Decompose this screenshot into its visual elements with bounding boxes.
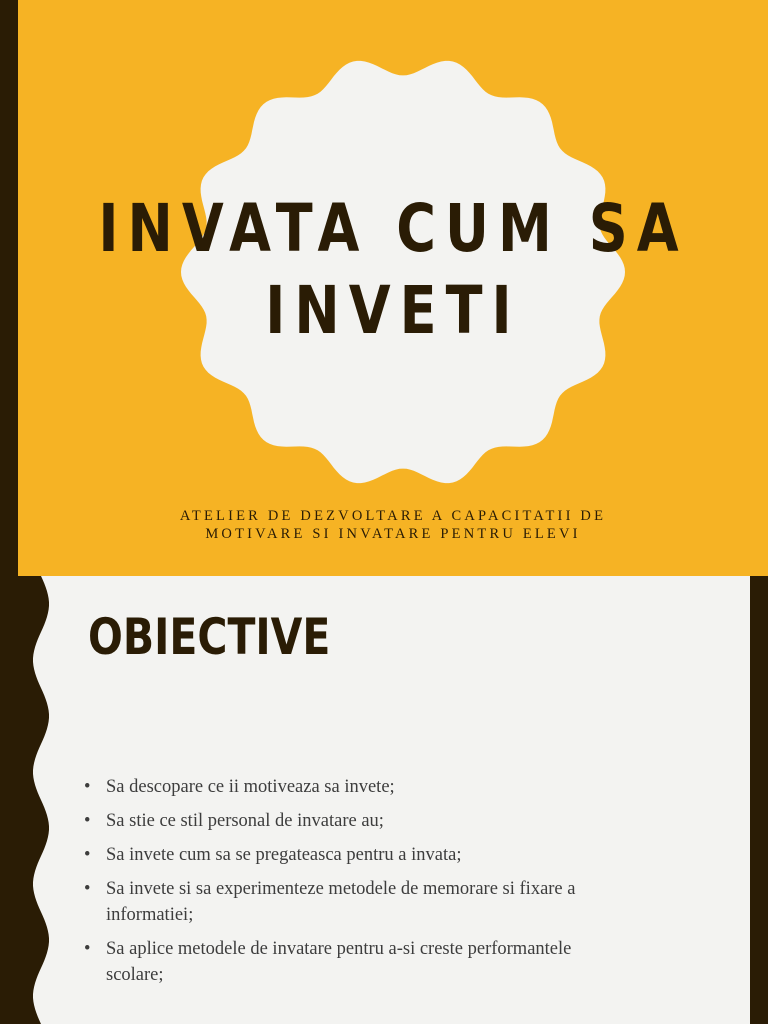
list-item-text: Sa aplice metodele de invatare pentru a-si creste performantele	[106, 939, 572, 959]
list-item	[84, 936, 704, 988]
list-item-text: Sa stie ce stil personal de invatare au;	[106, 811, 384, 831]
slide-subtitle-line-2: MOTIVARE SI INVATARE PENTRU ELEVI	[205, 526, 581, 542]
slide-title	[86, 188, 701, 352]
list-item-text: Sa invete cum sa se pregateasca pentru a invata;	[106, 845, 462, 865]
bullet-dot-icon: •	[84, 811, 91, 831]
slide-subtitle-line-1: ATELIER DE DEZVOLTARE A CAPACITATII DE	[179, 508, 607, 524]
objectives-list	[84, 774, 704, 996]
bullet-dot-icon: •	[84, 939, 91, 959]
list-item-text: Sa descopare ce ii motiveaza sa invete;	[106, 777, 395, 797]
list-item	[84, 774, 704, 800]
slide-subtitle	[113, 507, 673, 543]
bullet-dot-icon: •	[84, 845, 91, 865]
title-slide	[18, 0, 768, 576]
list-item-text-continued: informatiei;	[106, 905, 194, 925]
slide-title-line-2: INVETI	[265, 272, 521, 349]
objectives-heading: OBIECTIVE	[88, 608, 331, 666]
list-item-text: Sa invete si sa experimenteze metodele de memorare si fixare a	[106, 879, 576, 899]
bullet-dot-icon: •	[84, 879, 91, 899]
list-item-text-continued: scolare;	[106, 965, 164, 985]
list-item	[84, 808, 704, 834]
slide-title-line-1: INVATA CUM SA	[98, 190, 688, 267]
list-item	[84, 876, 704, 928]
list-item	[84, 842, 704, 868]
bullet-dot-icon: •	[84, 777, 91, 797]
right-dark-strip	[750, 576, 768, 1024]
